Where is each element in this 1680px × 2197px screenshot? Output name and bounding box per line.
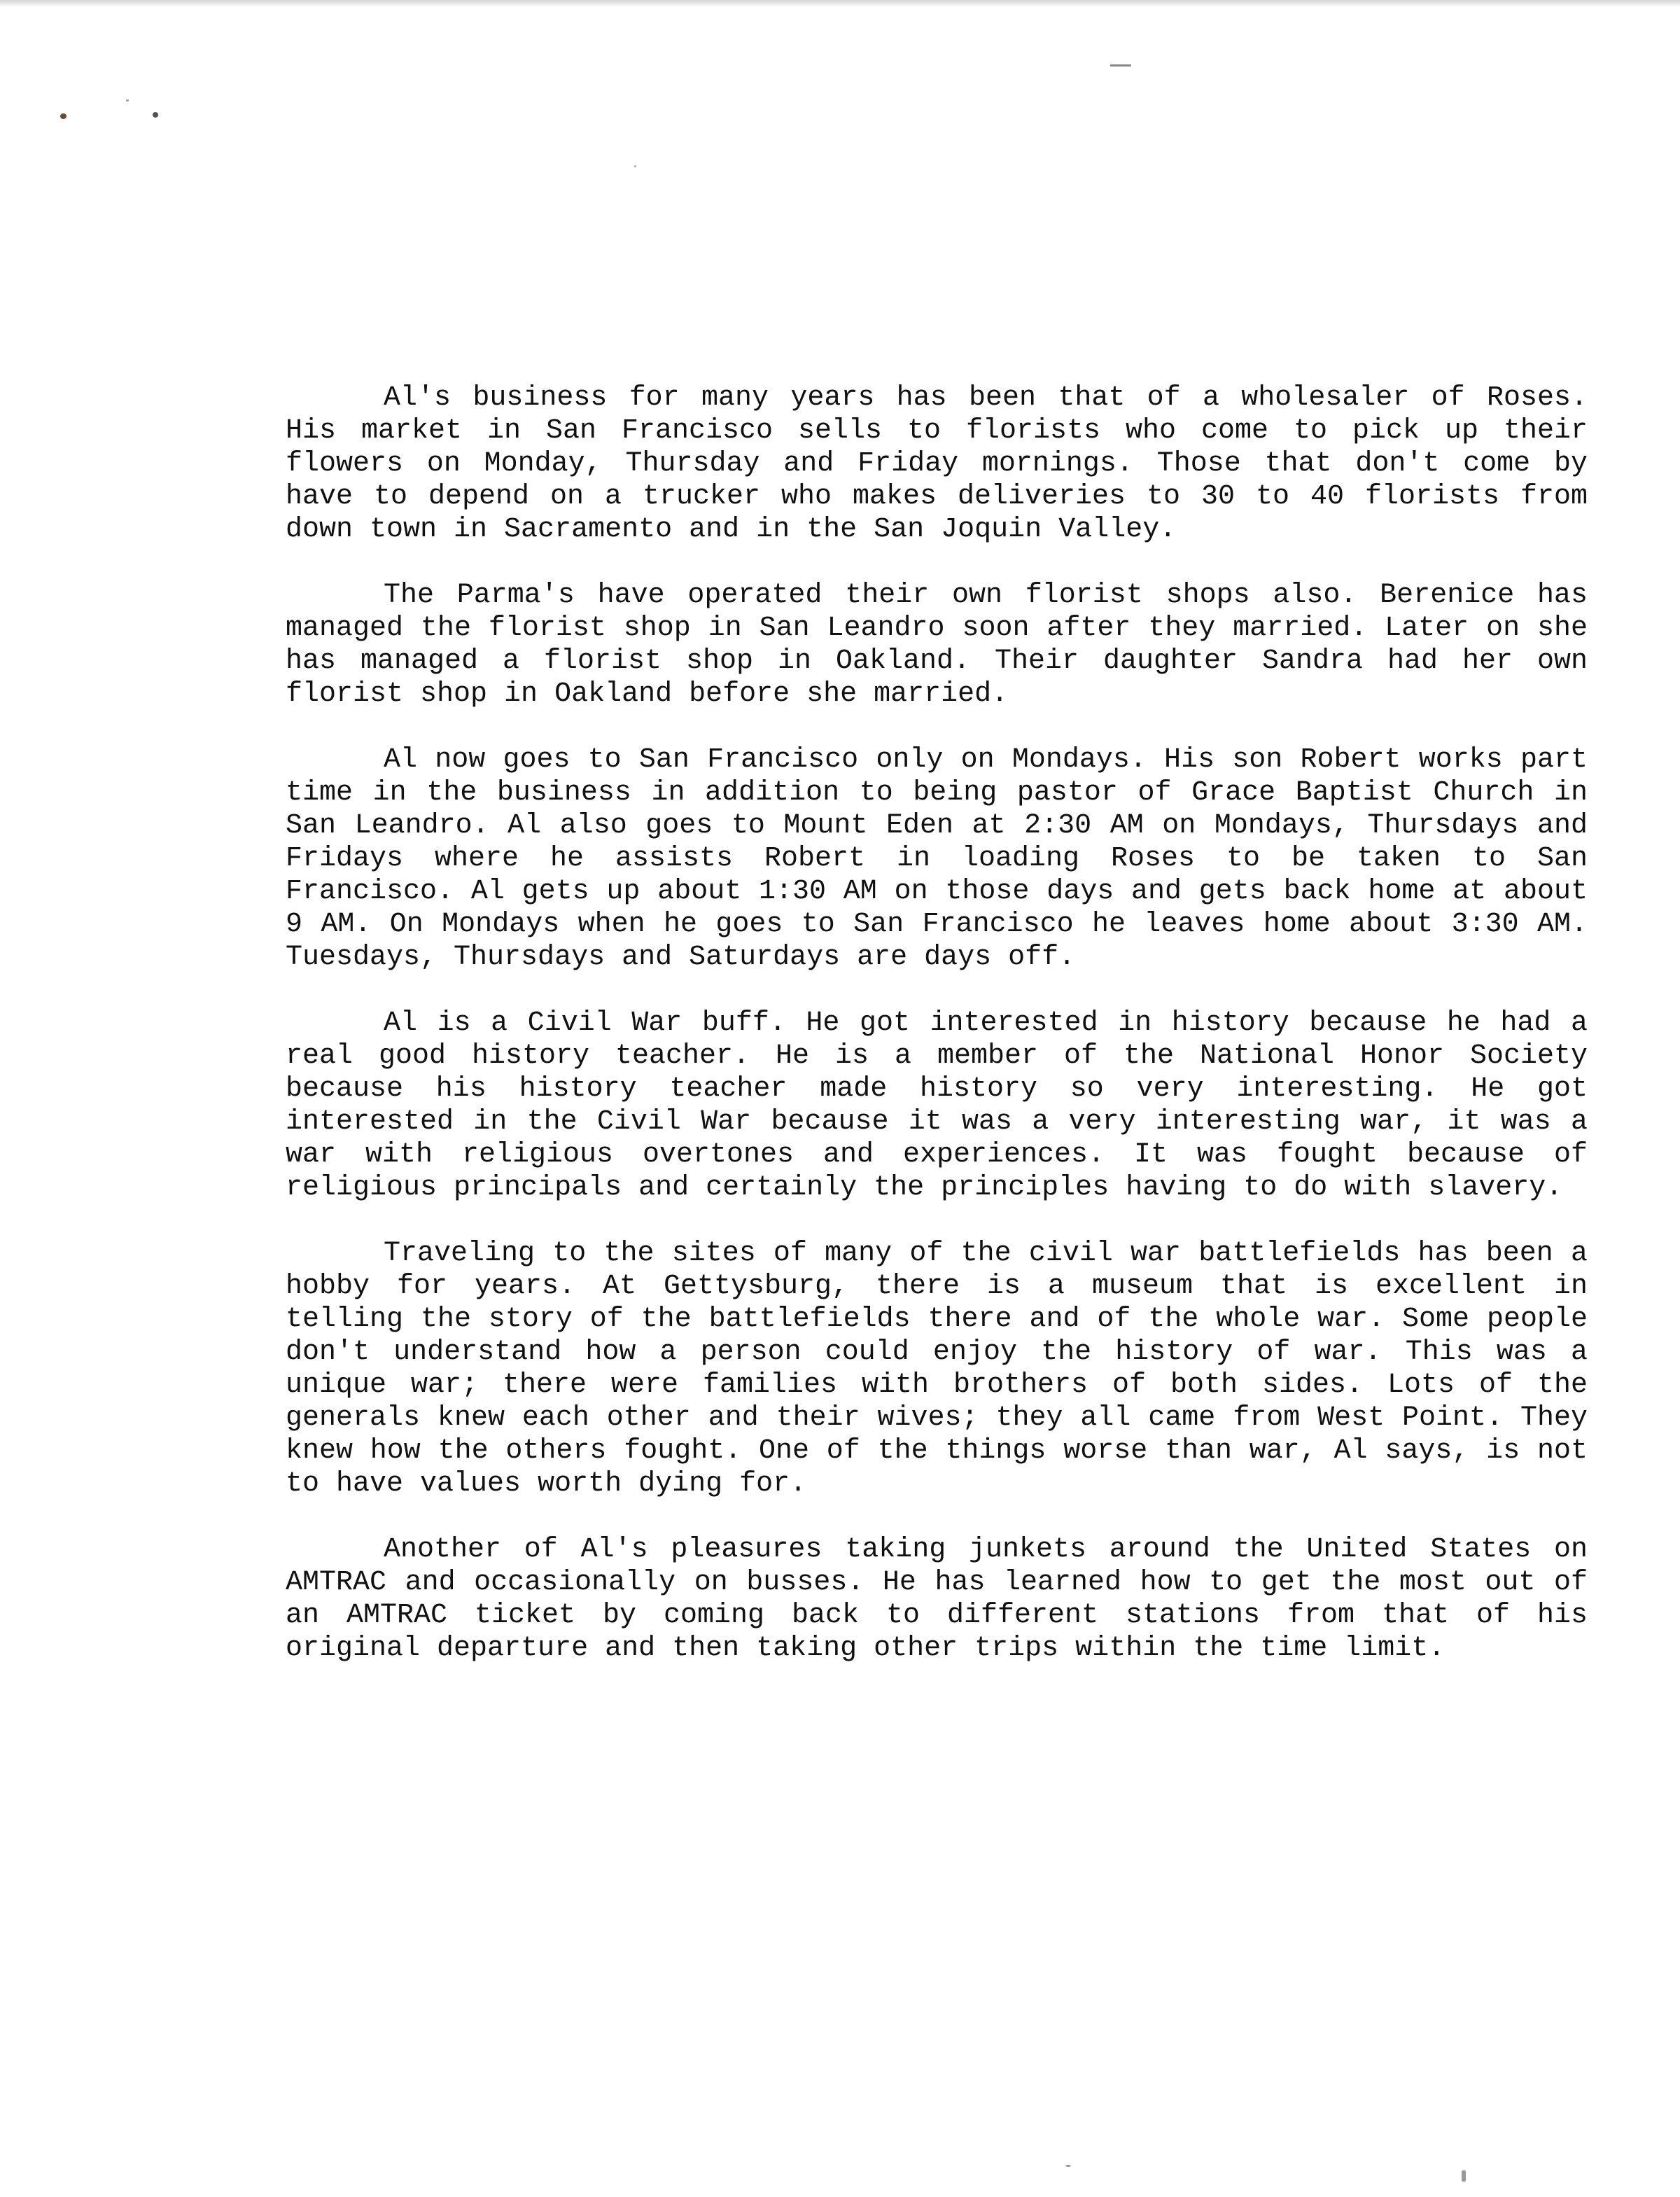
scan-speck bbox=[634, 165, 636, 167]
paragraph: Traveling to the sites of many of the civil war battlefields has been a hobby for years. At Gettysburg, there is a museum that is excellent in telling the story of the battlefields there and of the whole war. Some people don't understand how a person could enjoy the history of war. This was a unique war; there were families with brothers of both sides. Lots of the generals knew each other and their wives; they all came from West Point. They knew how the others fought. One of the things worse than war, Al says, is not to have values worth dying for. bbox=[286, 1238, 1588, 1500]
paragraph: The Parma's have operated their own florist shops also. Berenice has managed the florist shop in San Leandro soon after they married. Later on she has managed a florist shop in Oakland. Their daughter Sandra had her own florist shop in Oakland before she married. bbox=[286, 580, 1588, 710]
paragraph: Al's business for many years has been that of a wholesaler of Roses. His market in San Francisco sells to florists who come to pick up their flowers on Monday, Thursday and Friday mornings. Those that don't come by have to depend on a trucker who makes deliveries to 30 to 40 florists from down town in Sacramento and in the San Joquin Valley. bbox=[286, 382, 1588, 545]
scan-speck bbox=[1462, 2170, 1466, 2182]
paragraph: Al is a Civil War buff. He got interested in history because he had a real good history teacher. He is a member of the National Honor Society because his history teacher made history so very interesting. He got interested in the Civil War because it was a very interesting war, it was a war with religious overtones and experiences. It was fought because of religious principals and certainly the principles having to do with slavery. bbox=[286, 1007, 1588, 1204]
scan-speck bbox=[1065, 2165, 1071, 2167]
scan-speck bbox=[126, 99, 129, 102]
scan-speck bbox=[153, 112, 158, 118]
paragraph: Al now goes to San Francisco only on Mondays. His son Robert works part time in the business in addition to being pastor of Grace Baptist Church in San Leandro. Al also goes to Mount Eden at 2:30 AM on Mondays, Thursdays and Fridays where he assists Robert in loading Roses to be taken to San Francisco. Al gets up about 1:30 AM on those days and gets back home at about 9 AM. On Mondays when he goes to San Francisco he leaves home about 3:30 AM. Tuesdays, Thursdays and Saturdays are days off. bbox=[286, 744, 1588, 973]
scan-speck bbox=[60, 113, 66, 119]
document-body bbox=[286, 382, 1588, 1698]
paragraph: Another of Al's pleasures taking junkets around the United States on AMTRAC and occasionally on busses. He has learned how to get the most out of an AMTRAC ticket by coming back to different stations from that of his original departure and then taking other trips within the time limit. bbox=[286, 1534, 1588, 1664]
scan-top-edge bbox=[0, 0, 1680, 7]
scan-speck bbox=[1110, 64, 1131, 67]
